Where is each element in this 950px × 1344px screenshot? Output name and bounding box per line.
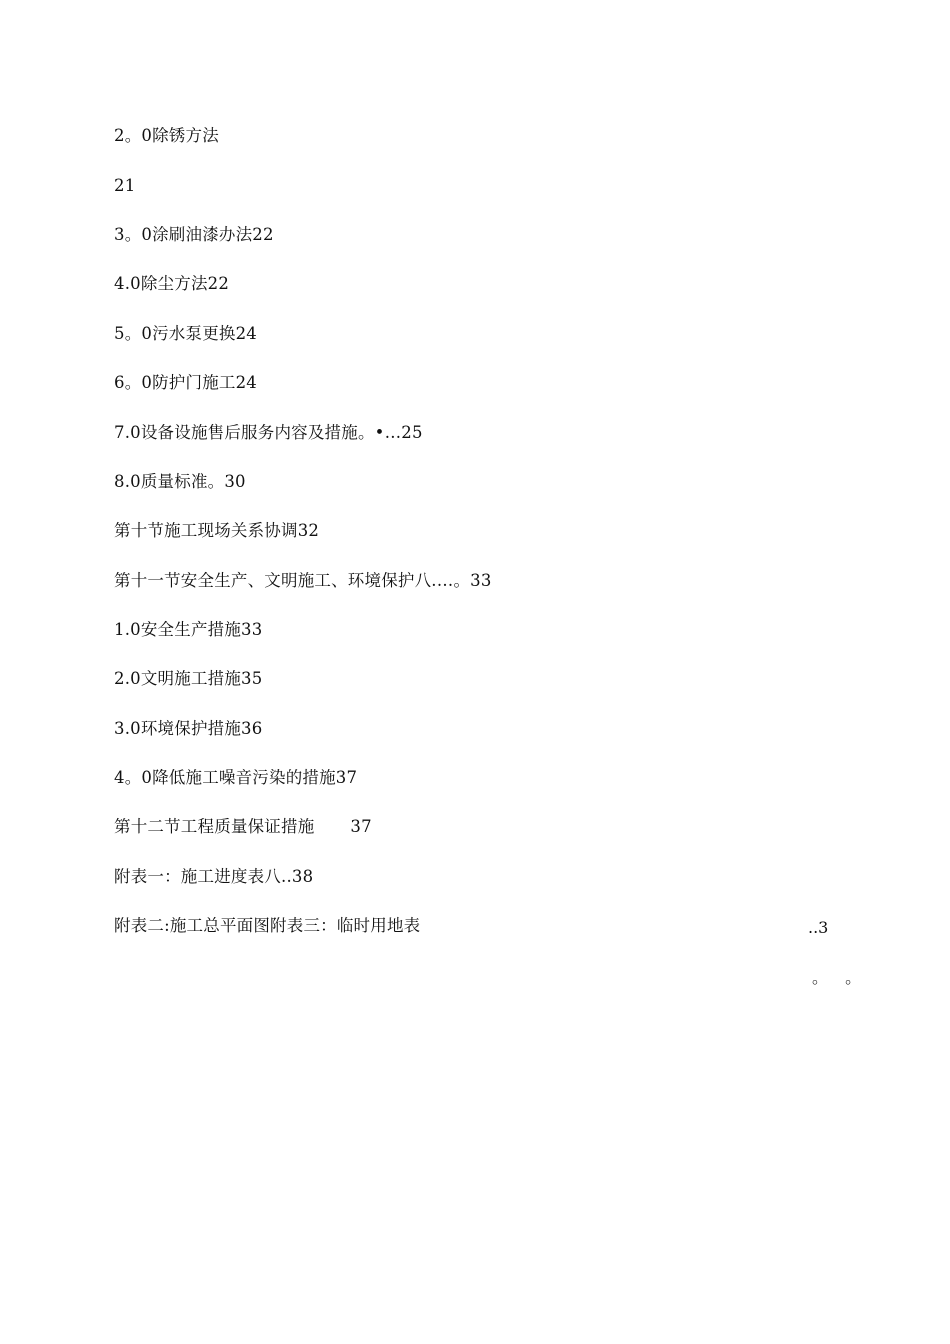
- toc-entry: 附表二:施工总平面图附表三：临时用地表: [114, 916, 421, 935]
- toc-entry: 5。0污水泵更换24: [114, 324, 257, 343]
- toc-entry: 3。0涂刷油漆办法22: [114, 225, 274, 244]
- toc-entry: 8.0质量标准。30: [114, 472, 246, 491]
- toc-entry: 1.0安全生产措施33: [114, 620, 263, 639]
- toc-entry: 第十节施工现场关系协调32: [114, 521, 320, 540]
- toc-entry: 3.0环境保护措施36: [114, 719, 263, 738]
- toc-entry: 7.0设备设施售后服务内容及措施。•…25: [114, 423, 423, 442]
- toc-entry: [114, 816, 372, 838]
- toc-entry: 6。0防护门施工24: [114, 373, 257, 392]
- toc-entry-page: 37: [350, 817, 372, 836]
- toc-entry: 4.0除尘方法22: [114, 274, 230, 293]
- toc-trailing-marks: 。 。: [812, 968, 868, 987]
- toc-entry: 2.0文明施工措施35: [114, 669, 263, 688]
- toc-entry: 2。0除锈方法: [114, 126, 219, 145]
- toc-entry: 第十一节安全生产、文明施工、环境保护八.…。33: [114, 571, 492, 590]
- toc-entry-title: 第十二节工程质量保证措施: [114, 817, 315, 836]
- toc-entry: 4。0降低施工噪音污染的措施37: [114, 768, 358, 787]
- toc-entry: 附表一：施工进度表八..38: [114, 867, 314, 886]
- toc-entry: 21: [114, 176, 136, 195]
- toc-trailing-page: ..3: [808, 918, 829, 937]
